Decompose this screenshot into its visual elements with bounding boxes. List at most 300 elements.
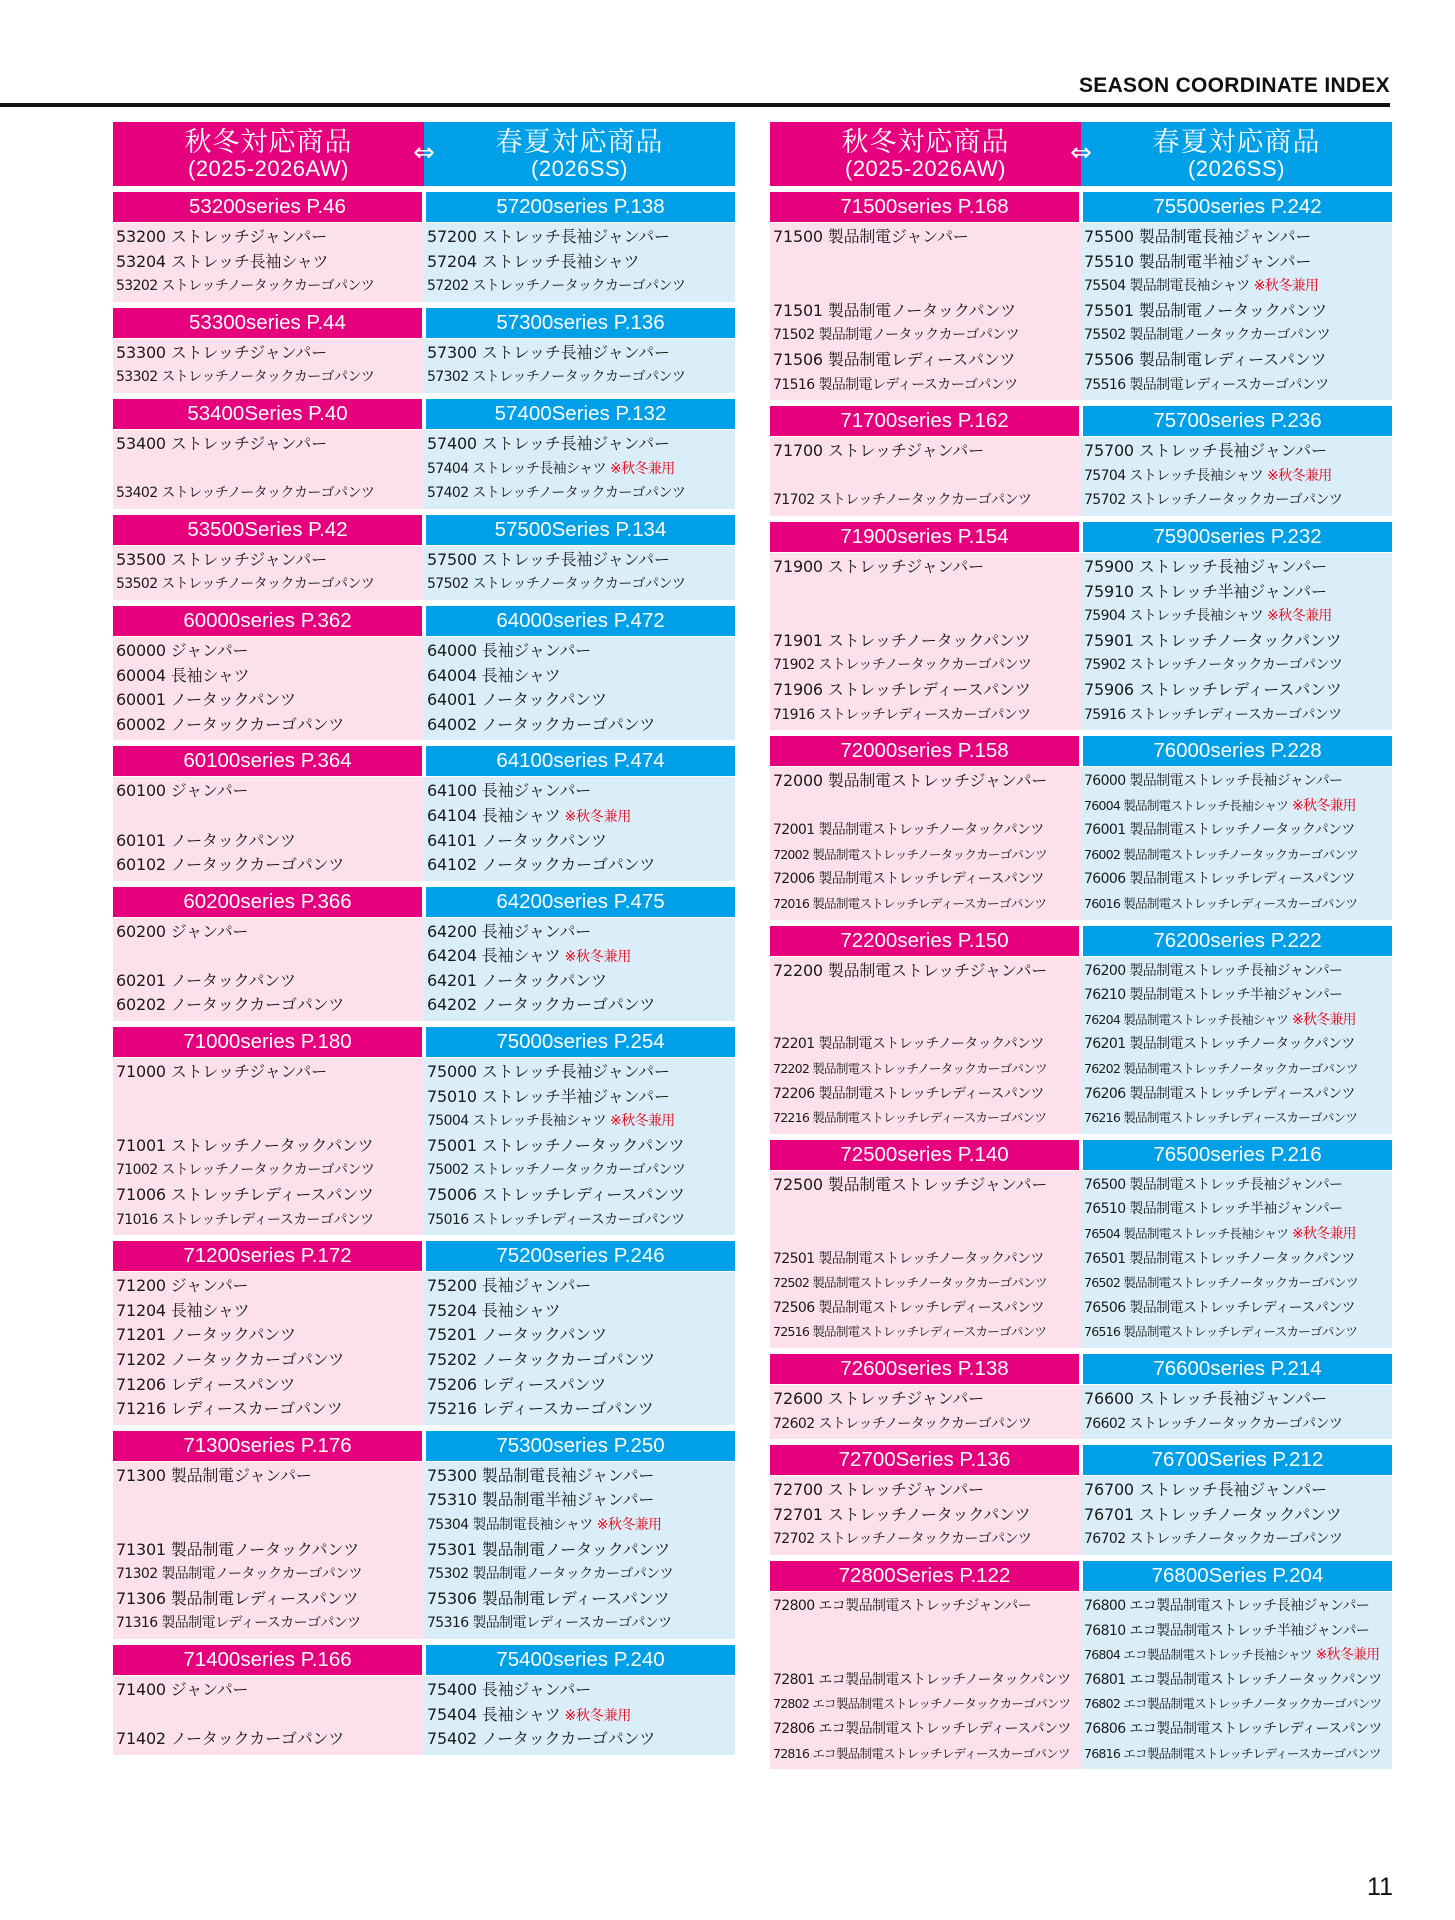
product-label: 71400 ジャンパー [116, 1679, 249, 1699]
product-label: 75904 ストレッチ長袖シャツ [1084, 608, 1263, 625]
aw-item [116, 1562, 424, 1587]
series-header [770, 1140, 1392, 1170]
ss-item [427, 250, 735, 275]
ss-item [427, 779, 735, 804]
aw-items [770, 223, 1081, 400]
series-items [770, 956, 1392, 1134]
ss-item [1084, 843, 1392, 868]
product-label: 53400 ストレッチジャンパー [116, 433, 327, 453]
series-block [770, 406, 1392, 516]
ss-item [427, 1538, 735, 1563]
product-label: 75300 製品制電長袖ジャンパー [427, 1465, 655, 1485]
aw-item [773, 1247, 1081, 1272]
ss-item [1084, 604, 1392, 629]
product-label: 53302 ストレッチノータックカーゴパンツ [116, 369, 375, 386]
ss-item [1084, 703, 1392, 728]
product-label: 76202 製品制電ストレッチノータックカーゴパンツ [1084, 1061, 1358, 1077]
page-number: 11 [1367, 1873, 1393, 1901]
product-label: 53402 ストレッチノータックカーゴパンツ [116, 485, 375, 502]
product-label: 64200 長袖ジャンパー [427, 921, 591, 941]
ss-item [427, 1134, 735, 1159]
product-label: 71201 ノータックパンツ [116, 1325, 296, 1345]
aw-series-title: 60000series P.362 [113, 606, 422, 636]
aw-item [116, 1373, 424, 1398]
product-label: 75916 ストレッチレディースカーゴパンツ [1084, 706, 1342, 723]
aw-item [116, 1611, 424, 1636]
product-label: 71402 ノータックカーゴパンツ [116, 1729, 345, 1749]
product-label: 76006 製品制電ストレッチレディースパンツ [1084, 871, 1355, 888]
ss-item [1084, 769, 1392, 794]
product-label: 57500 ストレッチ長袖ジャンパー [427, 549, 670, 569]
aw-item [773, 1412, 1081, 1437]
product-label: 64101 ノータックパンツ [427, 830, 607, 850]
series-header [770, 736, 1392, 766]
ss-series-title: 75700series P.236 [1083, 406, 1392, 436]
aw-item [773, 1717, 1081, 1742]
product-label: 75306 製品制電レディースパンツ [427, 1588, 670, 1608]
aw-items [113, 777, 424, 880]
product-label: 75501 製品制電ノータックパンツ [1084, 300, 1327, 320]
ss-header-subtitle: (2026SS) [531, 155, 628, 181]
aw-item [116, 1513, 424, 1538]
product-label: 71902 ストレッチノータックカーゴパンツ [773, 657, 1032, 674]
dual-season-note: ※秋冬兼用 [609, 460, 675, 477]
series-block [770, 522, 1392, 730]
product-label: 75901 ストレッチノータックパンツ [1084, 630, 1342, 650]
ss-item [427, 457, 735, 482]
ss-item [1084, 1594, 1392, 1619]
product-label: 72202 製品制電ストレッチノータックカーゴパンツ [773, 1061, 1047, 1077]
series-block [113, 1645, 735, 1755]
product-label: 76804 エコ製品制電ストレッチ長袖シャツ [1084, 1647, 1312, 1663]
series-block [770, 926, 1392, 1134]
dual-season-note: ※秋冬兼用 [564, 1707, 632, 1724]
product-label: 57404 ストレッチ長袖シャツ [427, 460, 606, 477]
product-label: 64202 ノータックカーゴパンツ [427, 995, 656, 1015]
ss-series-title: 76500series P.216 [1083, 1140, 1392, 1170]
product-label: 72816 エコ製品制電ストレッチレディースカーゴパンツ [773, 1745, 1070, 1761]
product-label: 75206 レディースパンツ [427, 1374, 607, 1394]
series-header [770, 1445, 1392, 1475]
aw-items [113, 339, 424, 393]
series-items [113, 1271, 735, 1425]
product-label: 71206 レディースパンツ [116, 1374, 296, 1394]
ss-item [427, 1109, 735, 1134]
series-header [113, 606, 735, 636]
aw-item [773, 1503, 1081, 1528]
aw-items [113, 223, 424, 302]
ss-item [1084, 1082, 1392, 1107]
dual-season-note: ※秋冬兼用 [609, 1113, 675, 1130]
ss-item [427, 1085, 735, 1110]
product-label: 53300 ストレッチジャンパー [116, 342, 327, 362]
aw-item [116, 920, 424, 945]
aw-item [773, 1387, 1081, 1412]
product-label: 72006 製品制電ストレッチレディースパンツ [773, 871, 1044, 888]
aw-header-subtitle: (2025-2026AW) [845, 155, 1006, 181]
series-items [113, 1461, 735, 1639]
product-label: 72201 製品制電ストレッチノータックパンツ [773, 1036, 1044, 1053]
series-items [113, 776, 735, 880]
double-arrow-icon: ⇔ [1070, 138, 1092, 168]
ss-series-title: 76800Series P.204 [1083, 1561, 1392, 1591]
aw-item [116, 713, 424, 738]
product-label: 75216 レディースカーゴパンツ [427, 1399, 654, 1419]
series-header [770, 192, 1392, 222]
product-label: 72501 製品制電ストレッチノータックパンツ [773, 1250, 1044, 1267]
series-header [113, 308, 735, 338]
product-label: 75006 ストレッチレディースパンツ [427, 1185, 685, 1205]
ss-item [427, 1703, 735, 1728]
ss-item [1084, 1320, 1392, 1345]
product-label: 60004 長袖シャツ [116, 665, 250, 685]
aw-item [773, 580, 1081, 605]
series-block [770, 1561, 1392, 1769]
ss-item [1084, 1692, 1392, 1717]
product-label: 76206 製品制電ストレッチレディースパンツ [1084, 1085, 1355, 1102]
ss-items [424, 430, 735, 509]
aw-items [770, 437, 1081, 516]
series-block [770, 1354, 1392, 1439]
header-rule [0, 103, 1390, 107]
product-label: 76501 製品制電ストレッチノータックパンツ [1084, 1250, 1355, 1267]
aw-item [773, 1742, 1081, 1767]
ss-series-title: 57500Series P.134 [426, 515, 735, 545]
product-label: 72516 製品制電ストレッチレディースカーゴパンツ [773, 1324, 1047, 1340]
product-label: 72702 ストレッチノータックカーゴパンツ [773, 1531, 1032, 1548]
aw-series-title: 71000series P.180 [113, 1027, 422, 1057]
ss-item [427, 1299, 735, 1324]
product-label: 64201 ノータックパンツ [427, 970, 607, 990]
product-label: 75310 製品制電半袖ジャンパー [427, 1490, 655, 1510]
product-label: 75402 ノータックカーゴパンツ [427, 1729, 656, 1749]
ss-item [1084, 1619, 1392, 1644]
ss-item [1084, 1008, 1392, 1033]
aw-header-subtitle: (2025-2026AW) [188, 155, 349, 181]
product-label: 76506 製品制電ストレッチレディースパンツ [1084, 1299, 1355, 1316]
aw-item [116, 225, 424, 250]
aw-series-title: 71300series P.176 [113, 1431, 422, 1461]
aw-series-title: 60200series P.366 [113, 887, 422, 917]
aw-item [116, 1348, 424, 1373]
ss-item [427, 1060, 735, 1085]
product-label: 76802 エコ製品制電ストレッチノータックカーゴパンツ [1084, 1696, 1382, 1712]
product-label: 72600 ストレッチジャンパー [773, 1388, 984, 1408]
aw-items [113, 430, 424, 509]
product-label: 72216 製品制電ストレッチレディースカーゴパンツ [773, 1110, 1047, 1126]
aw-item [116, 457, 424, 482]
product-label: 60102 ノータックカーゴパンツ [116, 855, 345, 875]
product-label: 75510 製品制電半袖ジャンパー [1084, 251, 1312, 271]
aw-item [116, 274, 424, 299]
aw-item [116, 688, 424, 713]
dual-season-note: ※秋冬兼用 [1292, 1226, 1356, 1242]
aw-item [773, 892, 1081, 917]
aw-item [116, 829, 424, 854]
ss-series-title: 75400series P.240 [426, 1645, 735, 1675]
aw-item [116, 1323, 424, 1348]
series-block [113, 606, 735, 740]
aw-series-title: 71400series P.166 [113, 1645, 422, 1675]
ss-item [1084, 1717, 1392, 1742]
ss-item [1084, 892, 1392, 917]
product-label: 71316 製品制電レディースカーゴパンツ [116, 1615, 361, 1632]
ss-series-title: 64100series P.474 [426, 746, 735, 776]
aw-item [116, 1274, 424, 1299]
ss-item [1084, 580, 1392, 605]
product-label: 60100 ジャンパー [116, 781, 249, 801]
dual-season-note: ※秋冬兼用 [1253, 278, 1319, 295]
ss-item [427, 225, 735, 250]
series-items [113, 1057, 735, 1235]
series-block [770, 736, 1392, 920]
product-label: 71002 ストレッチノータックカーゴパンツ [116, 1162, 375, 1179]
product-label: 71700 ストレッチジャンパー [773, 441, 984, 461]
aw-item [773, 1173, 1081, 1198]
ss-item [427, 853, 735, 878]
aw-series-title: 53500Series P.42 [113, 515, 422, 545]
series-items [770, 1591, 1392, 1769]
ss-item [427, 688, 735, 713]
product-label: 64100 長袖ジャンパー [427, 781, 591, 801]
aw-item [116, 1134, 424, 1159]
aw-item [773, 1222, 1081, 1247]
product-label: 75700 ストレッチ長袖ジャンパー [1084, 441, 1327, 461]
aw-series-title: 72200series P.150 [770, 926, 1079, 956]
aw-item [116, 1299, 424, 1324]
aw-series-title: 53300series P.44 [113, 308, 422, 338]
aw-items [113, 637, 424, 740]
product-label: 72700 ストレッチジャンパー [773, 1480, 984, 1500]
ss-items [424, 339, 735, 393]
aw-item [116, 639, 424, 664]
ss-item [1084, 1478, 1392, 1503]
dual-season-note: ※秋冬兼用 [1266, 467, 1332, 484]
ss-items [424, 777, 735, 880]
aw-item [773, 703, 1081, 728]
product-label: 71302 製品制電ノータックカーゴパンツ [116, 1566, 362, 1583]
ss-item [427, 1158, 735, 1183]
aw-item [773, 1057, 1081, 1082]
ss-items [424, 546, 735, 600]
product-label: 75516 製品制電レディースカーゴパンツ [1084, 376, 1329, 393]
ss-series-title: 76000series P.228 [1083, 736, 1392, 766]
product-label: 75302 製品制電ノータックカーゴパンツ [427, 1566, 673, 1583]
product-label: 76210 製品制電ストレッチ半袖ジャンパー [1084, 987, 1343, 1004]
ss-item [427, 1323, 735, 1348]
aw-header-title: 秋冬対応商品 [184, 127, 353, 158]
aw-series-title: 72700Series P.136 [770, 1445, 1079, 1475]
aw-item [773, 323, 1081, 348]
dual-season-note: ※秋冬兼用 [564, 808, 632, 825]
ss-item [427, 993, 735, 1018]
aw-items [113, 1272, 424, 1425]
dual-season-note: ※秋冬兼用 [1315, 1647, 1380, 1664]
product-label: 75500 製品制電長袖ジャンパー [1084, 227, 1312, 246]
aw-item [773, 1197, 1081, 1222]
aw-item [773, 439, 1081, 464]
product-label: 57400 ストレッチ長袖ジャンパー [427, 433, 670, 453]
product-label: 75702 ストレッチノータックカーゴパンツ [1084, 492, 1343, 509]
product-label: 72206 製品制電ストレッチレディースパンツ [773, 1085, 1044, 1102]
ss-item [1084, 1412, 1392, 1437]
ss-item [427, 1562, 735, 1587]
product-label: 76004 製品制電ストレッチ長袖シャツ [1084, 797, 1289, 813]
ss-item [1084, 959, 1392, 984]
aw-item [773, 1643, 1081, 1668]
product-label: 71506 製品制電レディースパンツ [773, 349, 1016, 369]
product-label: 72000 製品制電ストレッチジャンパー [773, 771, 1048, 791]
ss-items [424, 918, 735, 1021]
ss-items [1081, 223, 1392, 400]
ss-item [427, 920, 735, 945]
product-label: 76500 製品制電ストレッチ長袖ジャンパー [1084, 1176, 1343, 1193]
aw-item [773, 225, 1081, 250]
ss-items [1081, 1171, 1392, 1348]
product-label: 71200 ジャンパー [116, 1276, 249, 1296]
product-label: 75910 ストレッチ半袖ジャンパー [1084, 581, 1327, 601]
ss-item [1084, 1173, 1392, 1198]
aw-series-title: 71700series P.162 [770, 406, 1079, 436]
product-label: 72602 ストレッチノータックカーゴパンツ [773, 1415, 1032, 1432]
series-header [770, 406, 1392, 436]
product-label: 76800 エコ製品制電ストレッチ長袖ジャンパー [1084, 1597, 1370, 1614]
aw-item [116, 664, 424, 689]
aw-item [773, 678, 1081, 703]
product-label: 75200 長袖ジャンパー [427, 1276, 591, 1296]
product-label: 76000 製品制電ストレッチ長袖ジャンパー [1084, 773, 1343, 790]
ss-series-title: 75300series P.250 [426, 1431, 735, 1461]
product-label: 72800 エコ製品制電ストレッチジャンパー [773, 1597, 1032, 1614]
ss-item [427, 664, 735, 689]
dual-season-note: ※秋冬兼用 [1292, 1011, 1356, 1028]
ss-item [1084, 1296, 1392, 1321]
product-label: 75202 ノータックカーゴパンツ [427, 1350, 656, 1369]
aw-item [773, 769, 1081, 794]
ss-series-title: 76700Series P.212 [1083, 1445, 1392, 1475]
ss-items [424, 1272, 735, 1425]
product-label: 76702 ストレッチノータックカーゴパンツ [1084, 1531, 1343, 1548]
product-label: 64002 ノータックカーゴパンツ [427, 714, 656, 734]
ss-items [1081, 957, 1392, 1134]
series-header [770, 926, 1392, 956]
series-header [770, 522, 1392, 552]
series-header [113, 1241, 735, 1271]
series-items [113, 338, 735, 393]
product-label: 60101 ノータックパンツ [116, 830, 296, 850]
product-label: 57202 ストレッチノータックカーゴパンツ [427, 278, 686, 295]
aw-series-title: 53200series P.46 [113, 192, 422, 222]
aw-item [116, 572, 424, 597]
series-block [113, 192, 735, 302]
product-label: 53200 ストレッチジャンパー [116, 227, 327, 246]
product-label: 75400 長袖ジャンパー [427, 1679, 591, 1699]
product-label: 72506 製品制電ストレッチレディースパンツ [773, 1299, 1044, 1316]
aw-items [113, 546, 424, 600]
ss-item [1084, 629, 1392, 654]
aw-item [116, 548, 424, 573]
product-label: 53502 ストレッチノータックカーゴパンツ [116, 576, 375, 593]
aw-item [116, 1060, 424, 1085]
aw-series-title: 72000series P.158 [770, 736, 1079, 766]
product-label: 76216 製品制電ストレッチレディースカーゴパンツ [1084, 1110, 1358, 1126]
ss-item [1084, 983, 1392, 1008]
aw-item [116, 250, 424, 275]
ss-item [427, 1183, 735, 1208]
series-header [113, 1431, 735, 1461]
series-items [770, 1384, 1392, 1439]
ss-header [1081, 122, 1392, 186]
product-label: 64102 ノータックカーゴパンツ [427, 855, 656, 875]
product-label: 71906 ストレッチレディースパンツ [773, 679, 1031, 699]
product-label: 76816 エコ製品制電ストレッチレディースカーゴパンツ [1084, 1745, 1381, 1761]
product-label: 75301 製品制電ノータックパンツ [427, 1539, 670, 1559]
product-label: 57302 ストレッチノータックカーゴパンツ [427, 369, 686, 386]
series-header [113, 746, 735, 776]
ss-item [427, 1513, 735, 1538]
product-label: 75002 ストレッチノータックカーゴパンツ [427, 1162, 686, 1179]
product-label: 72200 製品制電ストレッチジャンパー [773, 960, 1048, 980]
product-label: 71901 ストレッチノータックパンツ [773, 630, 1031, 650]
aw-item [773, 1478, 1081, 1503]
series-items [113, 917, 735, 1021]
ss-item [427, 432, 735, 457]
product-label: 72502 製品制電ストレッチノータックカーゴパンツ [773, 1275, 1047, 1291]
product-label: 53204 ストレッチ長袖シャツ [116, 251, 329, 271]
aw-item [116, 853, 424, 878]
ss-series-title: 64000series P.472 [426, 606, 735, 636]
ss-item [427, 1373, 735, 1398]
product-label: 75304 製品制電長袖シャツ [427, 1516, 593, 1533]
product-label: 71500 製品制電ジャンパー [773, 227, 969, 246]
ss-series-title: 57300series P.136 [426, 308, 735, 338]
product-label: 75004 ストレッチ長袖シャツ [427, 1113, 606, 1130]
ss-item [1084, 1271, 1392, 1296]
ss-item [1084, 794, 1392, 819]
aw-item [773, 867, 1081, 892]
product-label: 75000 ストレッチ長袖ジャンパー [427, 1062, 670, 1082]
aw-items [113, 1462, 424, 1639]
aw-series-title: 72600series P.138 [770, 1354, 1079, 1384]
ss-item [427, 1611, 735, 1636]
series-items [770, 552, 1392, 730]
aw-series-title: 71200series P.172 [113, 1241, 422, 1271]
product-label: 53202 ストレッチノータックカーゴパンツ [116, 278, 375, 295]
series-header [113, 192, 735, 222]
aw-items [770, 1592, 1081, 1769]
aw-item [773, 1032, 1081, 1057]
product-label: 75016 ストレッチレディースカーゴパンツ [427, 1211, 685, 1228]
aw-item [773, 1594, 1081, 1619]
dual-season-note: ※秋冬兼用 [1292, 797, 1356, 814]
ss-series-title: 75200series P.246 [426, 1241, 735, 1271]
dual-season-note: ※秋冬兼用 [1266, 608, 1332, 625]
aw-item [116, 969, 424, 994]
product-label: 76200 製品制電ストレッチ長袖ジャンパー [1084, 962, 1343, 979]
product-label: 76600 ストレッチ長袖ジャンパー [1084, 1388, 1327, 1408]
ss-series-title: 75500series P.242 [1083, 192, 1392, 222]
ss-items [424, 1058, 735, 1235]
product-label: 60201 ノータックパンツ [116, 970, 296, 990]
page-title: SEASON COORDINATE INDEX [1078, 74, 1390, 97]
aw-item [773, 794, 1081, 819]
series-items [113, 636, 735, 740]
series-list [113, 192, 735, 1755]
series-items [770, 766, 1392, 920]
ss-series-title: 75900series P.232 [1083, 522, 1392, 552]
product-label: 76204 製品制電ストレッチ長袖シャツ [1084, 1011, 1289, 1027]
aw-item [116, 1464, 424, 1489]
